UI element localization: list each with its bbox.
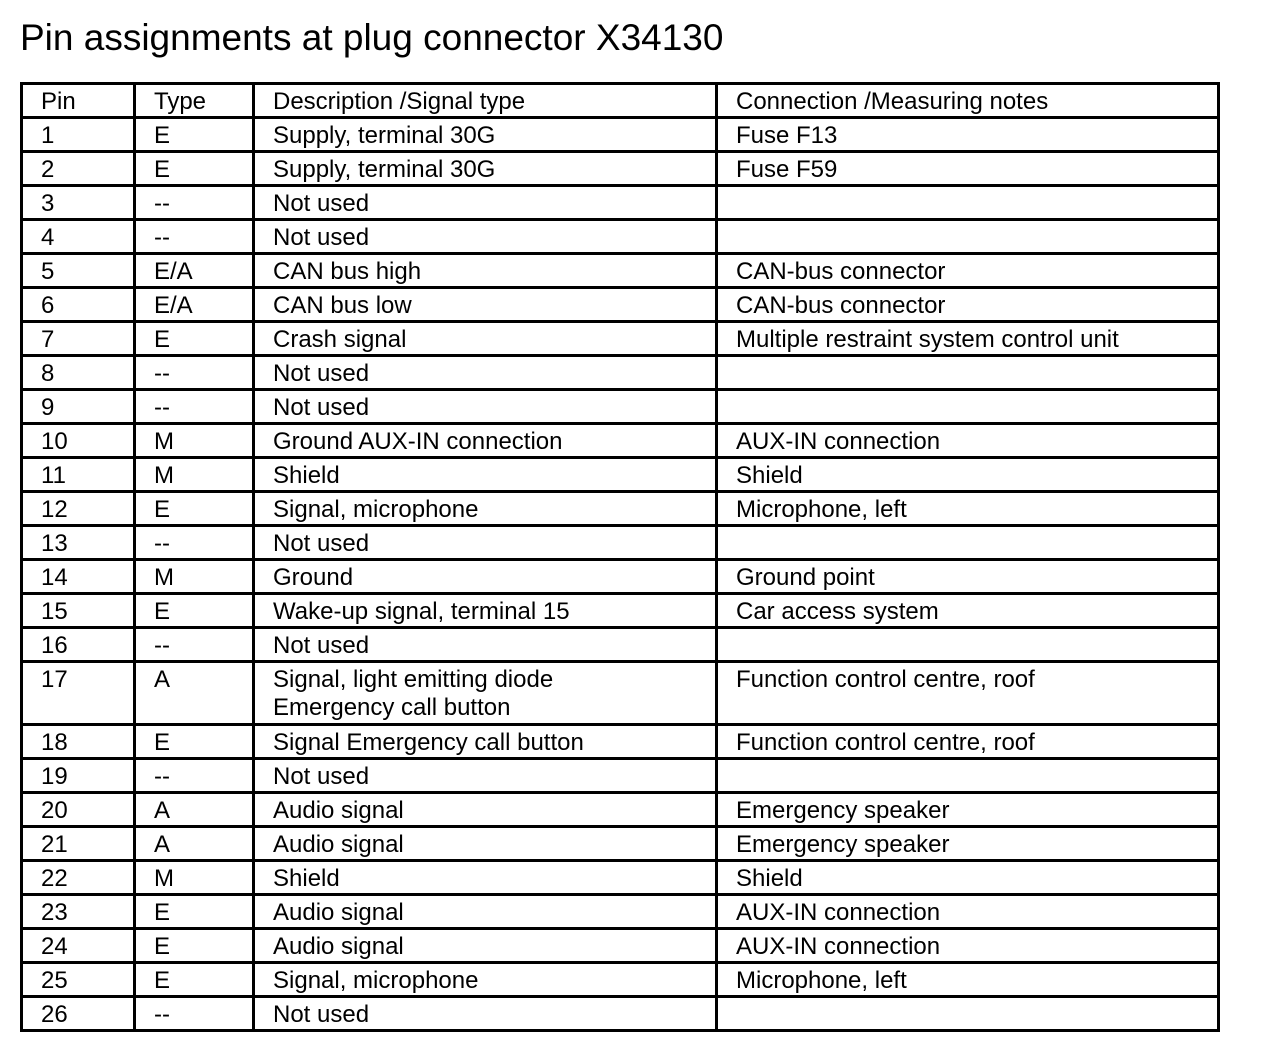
description-cell: Wake-up signal, terminal 15 <box>254 594 717 628</box>
pin-cell: 10 <box>22 424 135 458</box>
table-row <box>22 526 1219 560</box>
type-cell: A <box>135 662 254 725</box>
connection-cell: Ground point <box>717 560 1219 594</box>
table-row <box>22 458 1219 492</box>
table-row <box>22 118 1219 152</box>
header-pin: Pin <box>22 84 135 118</box>
table-row <box>22 793 1219 827</box>
description-cell: Supply, terminal 30G <box>254 118 717 152</box>
connection-cell <box>717 526 1219 560</box>
table-row <box>22 895 1219 929</box>
type-cell: -- <box>135 997 254 1031</box>
table-row <box>22 560 1219 594</box>
description-cell: Signal, microphone <box>254 963 717 997</box>
table-row <box>22 759 1219 793</box>
table-row <box>22 254 1219 288</box>
description-cell: Not used <box>254 390 717 424</box>
description-cell: Crash signal <box>254 322 717 356</box>
table-row <box>22 594 1219 628</box>
header-type: Type <box>135 84 254 118</box>
pin-cell: 19 <box>22 759 135 793</box>
type-cell: E/A <box>135 288 254 322</box>
description-cell: Not used <box>254 526 717 560</box>
description-cell: Ground AUX-IN connection <box>254 424 717 458</box>
pin-cell: 24 <box>22 929 135 963</box>
description-cell: Shield <box>254 861 717 895</box>
pin-cell: 11 <box>22 458 135 492</box>
pin-cell: 26 <box>22 997 135 1031</box>
type-cell: E <box>135 963 254 997</box>
connection-cell <box>717 390 1219 424</box>
connection-cell: Fuse F13 <box>717 118 1219 152</box>
type-cell: E <box>135 118 254 152</box>
type-cell: -- <box>135 220 254 254</box>
type-cell: E <box>135 152 254 186</box>
table-row <box>22 725 1219 759</box>
type-cell: M <box>135 424 254 458</box>
table-row <box>22 424 1219 458</box>
type-cell: -- <box>135 759 254 793</box>
connection-cell: Emergency speaker <box>717 827 1219 861</box>
type-cell: A <box>135 793 254 827</box>
pin-cell: 9 <box>22 390 135 424</box>
table-row <box>22 628 1219 662</box>
header-connection: Connection /Measuring notes <box>717 84 1219 118</box>
description-cell: Not used <box>254 186 717 220</box>
type-cell: M <box>135 560 254 594</box>
pin-cell: 7 <box>22 322 135 356</box>
description-cell: Ground <box>254 560 717 594</box>
pin-cell: 2 <box>22 152 135 186</box>
pin-cell: 4 <box>22 220 135 254</box>
connection-cell: Function control centre, roof <box>717 662 1219 725</box>
connection-cell: Shield <box>717 861 1219 895</box>
type-cell: -- <box>135 186 254 220</box>
page-title: Pin assignments at plug connector X34130 <box>20 17 724 58</box>
type-cell: -- <box>135 390 254 424</box>
description-cell: Signal, light emitting diode Emergency call button <box>254 662 717 725</box>
connection-cell <box>717 759 1219 793</box>
table-row <box>22 827 1219 861</box>
pin-cell: 20 <box>22 793 135 827</box>
connection-cell <box>717 628 1219 662</box>
description-cell: CAN bus low <box>254 288 717 322</box>
type-cell: -- <box>135 628 254 662</box>
pin-cell: 1 <box>22 118 135 152</box>
pin-cell: 25 <box>22 963 135 997</box>
table-row <box>22 152 1219 186</box>
connection-cell: Microphone, left <box>717 963 1219 997</box>
table-row <box>22 220 1219 254</box>
description-cell: Audio signal <box>254 827 717 861</box>
table-row <box>22 861 1219 895</box>
connection-cell: Fuse F59 <box>717 152 1219 186</box>
type-cell: E <box>135 929 254 963</box>
pin-cell: 13 <box>22 526 135 560</box>
pin-assignment-table <box>20 82 1220 1032</box>
connection-cell: CAN-bus connector <box>717 254 1219 288</box>
type-cell: E <box>135 594 254 628</box>
table-row <box>22 662 1219 725</box>
type-cell: E <box>135 492 254 526</box>
description-cell: Not used <box>254 997 717 1031</box>
connection-cell: Function control centre, roof <box>717 725 1219 759</box>
connection-cell: CAN-bus connector <box>717 288 1219 322</box>
description-cell: Supply, terminal 30G <box>254 152 717 186</box>
table-row <box>22 390 1219 424</box>
pin-cell: 17 <box>22 662 135 725</box>
connection-cell: AUX-IN connection <box>717 424 1219 458</box>
table-body <box>22 118 1219 1031</box>
connection-cell <box>717 997 1219 1031</box>
type-cell: E <box>135 895 254 929</box>
description-cell: Shield <box>254 458 717 492</box>
connection-cell <box>717 186 1219 220</box>
pin-cell: 3 <box>22 186 135 220</box>
description-cell: Not used <box>254 356 717 390</box>
table-row <box>22 356 1219 390</box>
pin-cell: 5 <box>22 254 135 288</box>
connection-cell: Multiple restraint system control unit <box>717 322 1219 356</box>
type-cell: E <box>135 322 254 356</box>
description-cell: Signal Emergency call button <box>254 725 717 759</box>
table-row <box>22 186 1219 220</box>
pin-cell: 15 <box>22 594 135 628</box>
pin-cell: 8 <box>22 356 135 390</box>
description-cell: Audio signal <box>254 895 717 929</box>
pin-cell: 6 <box>22 288 135 322</box>
description-cell: CAN bus high <box>254 254 717 288</box>
type-cell: M <box>135 861 254 895</box>
description-cell: Not used <box>254 628 717 662</box>
type-cell: -- <box>135 526 254 560</box>
table-row <box>22 288 1219 322</box>
table-row <box>22 492 1219 526</box>
connection-cell: AUX-IN connection <box>717 895 1219 929</box>
type-cell: E/A <box>135 254 254 288</box>
table-row <box>22 322 1219 356</box>
pin-cell: 23 <box>22 895 135 929</box>
connection-cell: Emergency speaker <box>717 793 1219 827</box>
pin-cell: 14 <box>22 560 135 594</box>
type-cell: -- <box>135 356 254 390</box>
pin-cell: 12 <box>22 492 135 526</box>
table-row <box>22 963 1219 997</box>
table-row <box>22 929 1219 963</box>
connection-cell: Microphone, left <box>717 492 1219 526</box>
pin-cell: 18 <box>22 725 135 759</box>
connection-cell <box>717 220 1219 254</box>
description-cell: Audio signal <box>254 793 717 827</box>
type-cell: M <box>135 458 254 492</box>
description-cell: Not used <box>254 220 717 254</box>
description-cell: Audio signal <box>254 929 717 963</box>
table-header-row <box>22 84 1219 118</box>
pin-cell: 16 <box>22 628 135 662</box>
description-cell: Signal, microphone <box>254 492 717 526</box>
pin-cell: 21 <box>22 827 135 861</box>
pin-cell: 22 <box>22 861 135 895</box>
description-cell: Not used <box>254 759 717 793</box>
header-description: Description /Signal type <box>254 84 717 118</box>
table-row <box>22 997 1219 1031</box>
connection-cell: Car access system <box>717 594 1219 628</box>
connection-cell: Shield <box>717 458 1219 492</box>
connection-cell: AUX-IN connection <box>717 929 1219 963</box>
type-cell: E <box>135 725 254 759</box>
type-cell: A <box>135 827 254 861</box>
connection-cell <box>717 356 1219 390</box>
